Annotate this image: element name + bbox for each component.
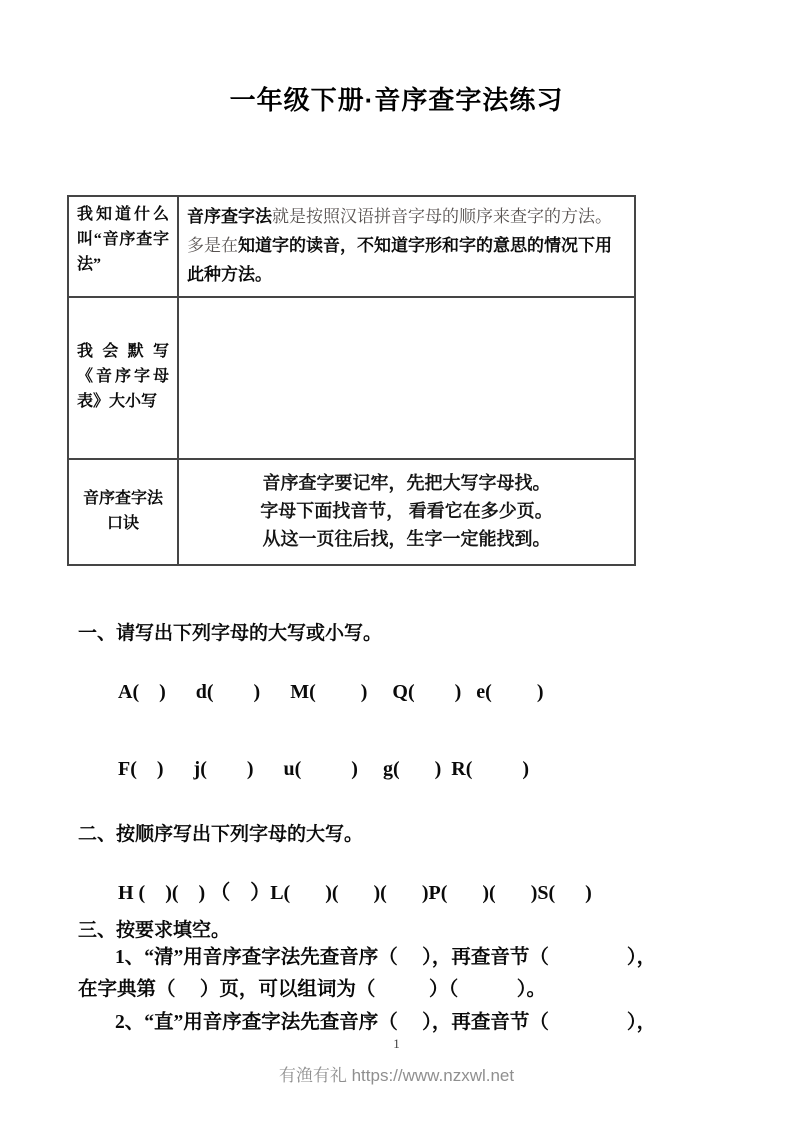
exercise-2-letter-row: H ( )( ) （ ）L( )( )( )P( )( )S( ) [118, 881, 592, 904]
definition-term: 音序查字法 [187, 207, 272, 226]
table-row [68, 297, 635, 459]
rhyme-line: 字母下面找音节， 看看它在多少页。 [260, 500, 553, 521]
exercise-1-letter-row: F( ) j( ) u( ) g( ) R( ) [118, 757, 530, 780]
lookup-method-table [67, 195, 636, 566]
footer-watermark: 有渔有礼 https://www.nzxwl.net [278, 1066, 515, 1085]
rhyme-line: 从这一页往后找，生字一定能找到。 [262, 528, 551, 549]
table-row [68, 196, 635, 297]
table-row-label: 音序查字法口诀 [68, 459, 178, 565]
rhyme-line: 音序查字要记牢，先把大写字母找。 [262, 472, 551, 493]
exercise-1-heading: 一、请写出下列字母的大写或小写。 [78, 622, 383, 644]
blank-answer-cell [178, 297, 635, 459]
page-title: 一年级下册·音序查字法练习 [229, 85, 564, 115]
table-row [68, 459, 635, 565]
table-row-label: 我会默写《音序字母表》大小写 [68, 297, 178, 459]
exercise-3-fill-line: 在字典第（ ）页，可以组词为（ ）（ ）。 [78, 979, 547, 1001]
exercise-1-letter-row: A( ) d( ) M( ) Q( ) e( ) [118, 680, 544, 703]
exercise-2-heading: 二、按顺序写出下列字母的大写。 [78, 823, 364, 845]
table-row-label: 我知道什么叫“音序查字法” [68, 196, 178, 297]
exercise-3-fill-line: 2、“直”用音序查字法先查音序（ ），再查音节（ ）， [115, 1012, 657, 1034]
definition-emphasis: 知道字的读音，不知道字形和字的意思的情况下用此种方法。 [187, 235, 612, 284]
table-row-content [178, 196, 635, 297]
exercise-3-fill-line: 1、“清”用音序查字法先查音序（ ），再查音节（ ）， [115, 946, 657, 968]
page-number: 1 [393, 1036, 400, 1051]
definition-body: 就是按照汉语拼音字母的顺序来查字的方法。多是在 [187, 207, 612, 255]
exercise-3-heading: 三、按要求填空。 [78, 919, 231, 941]
rhyme-content [178, 459, 635, 565]
